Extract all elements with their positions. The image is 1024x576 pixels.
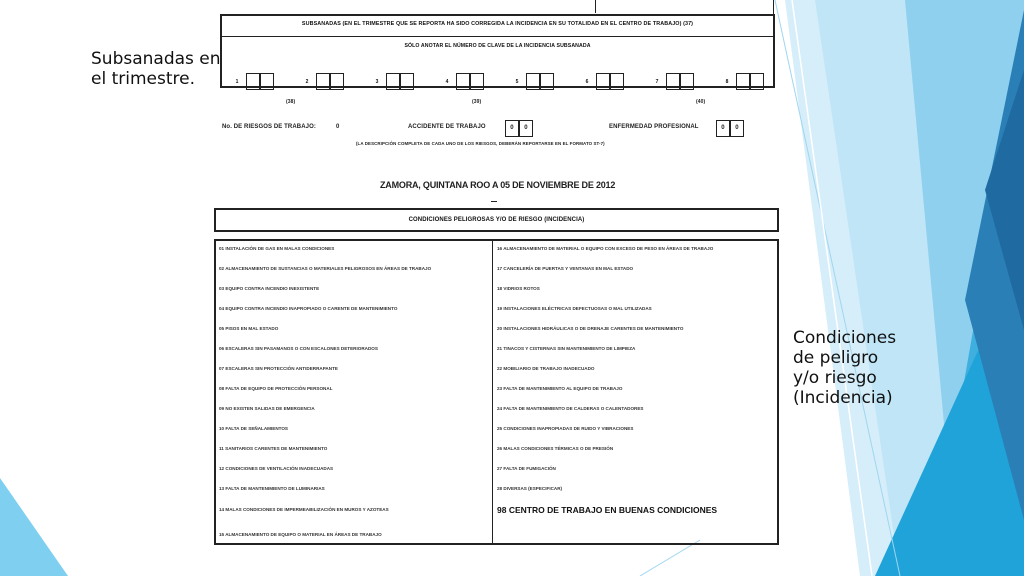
slot-3 <box>368 73 414 90</box>
subsanadas-header: SUBSANADAS (EN EL TRIMESTRE QUE SE REPORTA HA SIDO CORREGIDA LA INCIDENCIA EN SU TOTALIDAD EN EL CENTRO DE TRABAJO) (37) <box>301 21 694 27</box>
condition-item: 26 MALAS CONDICIONES TÉRMICAS O DE PRESIÓN <box>497 446 614 451</box>
slot-number: 6 <box>585 78 589 85</box>
condition-item: 08 FALTA DE EQUIPO DE PROTECCIÓN PERSONAL <box>219 386 333 391</box>
condition-item: 03 EQUIPO CONTRA INCENDIO INEXISTENTE <box>219 286 320 291</box>
small-dash <box>491 201 497 202</box>
condition-item: 17 CANCELERÍA DE PUERTAS Y VENTANAS EN MAL ESTADO <box>497 266 634 271</box>
accidente-digit[interactable]: 0 <box>519 120 533 137</box>
slot-box[interactable] <box>400 73 414 90</box>
accidente-boxes <box>505 120 533 138</box>
subsanadas-subheader: SÓLO ANOTAR EL NÚMERO DE CLAVE DE LA INCIDENCIA SUBSANADA <box>404 43 591 49</box>
condition-item: 18 VIDRIOS ROTOS <box>497 286 540 291</box>
slot-box[interactable] <box>526 73 540 90</box>
slot-box[interactable] <box>666 73 680 90</box>
slot-box[interactable] <box>246 73 260 90</box>
condition-item: 05 PISOS EN MAL ESTADO <box>219 326 279 331</box>
condition-item: 27 FALTA DE FUMIGACIÓN <box>497 466 556 471</box>
riesgos-note: (LA DESCRIPCIÓN COMPLETA DE CADA UNO DE LOS RIESGOS, DEBERÁN REPORTARSE EN EL FORMATO ST-7) <box>356 141 605 146</box>
condition-item: 06 ESCALERAS SIN PASAMANOS O CON ESCALONES DETERIORADOS <box>219 346 378 351</box>
subsanadas-box <box>220 14 775 88</box>
condition-item: 11 SANITARIOS CARENTES DE MANTENIMIENTO <box>219 446 328 451</box>
condition-item: 19 INSTALACIONES ELÉCTRICAS DEFECTUOSAS O MAL UTILIZADAS <box>497 306 652 311</box>
field-number-38: (38) <box>286 99 296 105</box>
condition-item: 28 DIVERSAS (ESPECIFICAR) <box>497 486 563 491</box>
left-accent-shape <box>0 478 68 576</box>
condition-item-highlight: 98 CENTRO DE TRABAJO EN BUENAS CONDICIONES <box>497 505 718 515</box>
condition-item: 23 FALTA DE MANTENIMIENTO AL EQUIPO DE TRABAJO <box>497 386 623 391</box>
slot-number: 2 <box>305 78 309 85</box>
slot-box[interactable] <box>260 73 274 90</box>
condition-item: 14 MALAS CONDICIONES DE IMPERMEABILIZACIÓN EN MUROS Y AZOTEAS <box>219 507 389 512</box>
slot-box[interactable] <box>540 73 554 90</box>
note-subsanadas-line2: el trimestre. <box>91 69 195 89</box>
enfermedad-label: ENFERMEDAD PROFESIONAL <box>609 124 699 130</box>
slot-number: 8 <box>725 78 729 85</box>
conditions-column-divider <box>492 241 493 543</box>
note-condiciones-line1: Condiciones <box>793 328 897 348</box>
condition-item: 04 EQUIPO CONTRA INCENDIO INAPROPIADO O CARENTE DE MANTENIMIENTO <box>219 306 398 311</box>
condition-item: 15 ALMACENAMIENTO DE EQUIPO O MATERIAL EN ÁREAS DE TRABAJO <box>219 532 382 537</box>
note-condiciones-line3: y/o riesgo <box>793 368 877 388</box>
deco-line-3 <box>640 540 700 576</box>
accidente-label: ACCIDENTE DE TRABAJO <box>408 124 486 130</box>
subsanadas-divider <box>222 36 773 37</box>
enfermedad-boxes <box>716 120 744 138</box>
note-subsanadas-line1: Subsanadas en <box>91 49 221 69</box>
conditions-right-column <box>494 241 768 543</box>
note-condiciones-line2: de peligro <box>793 348 879 368</box>
slot-box[interactable] <box>456 73 470 90</box>
condition-item: 21 TINACOS Y CISTERNAS SIN MANTENIMIENTO DE LIMPIEZA <box>497 346 636 351</box>
field-number-40: (40) <box>696 99 706 105</box>
condition-item: 02 ALMACENAMIENTO DE SUSTANCIAS O MATERIALES PELIGROSOS EN ÁREAS DE TRABAJO <box>219 266 432 271</box>
slot-box[interactable] <box>330 73 344 90</box>
slot-box[interactable] <box>596 73 610 90</box>
slot-number: 1 <box>235 78 239 85</box>
slot-number: 3 <box>375 78 379 85</box>
conditions-left-column <box>216 241 490 543</box>
slot-7 <box>648 73 694 90</box>
slot-box[interactable] <box>736 73 750 90</box>
enfermedad-digit[interactable]: 0 <box>730 120 744 137</box>
slot-number: 5 <box>515 78 519 85</box>
enfermedad-digit[interactable]: 0 <box>716 120 730 137</box>
condition-item: 12 CONDICIONES DE VENTILACIÓN INADECUADAS <box>219 466 334 471</box>
condition-item: 16 ALMACENAMIENTO DE MATERIAL O EQUIPO CON EXCESO DE PESO EN ÁREAS DE TRABAJO <box>497 246 714 251</box>
condition-item: 25 CONDICIONES INAPROPIADAS DE RUIDO Y VIBRACIONES <box>497 426 634 431</box>
field-number-39: (39) <box>472 99 482 105</box>
condition-item: 10 FALTA DE SEÑALAMIENTOS <box>219 426 288 431</box>
accidente-digit[interactable]: 0 <box>505 120 519 137</box>
condition-item: 07 ESCALERAS SIN PROTECCIÓN ANTIDERRAPANTE <box>219 366 338 371</box>
slot-8 <box>718 73 764 90</box>
slot-5 <box>508 73 554 90</box>
conditions-title: CONDICIONES PELIGROSAS Y/O DE RIESGO (INCIDENCIA) <box>408 217 585 223</box>
slot-4 <box>438 73 484 90</box>
slot-number: 4 <box>445 78 449 85</box>
condition-item: 20 INSTALACIONES HIDRÁULICAS O DE DRENAJE CARENTES DE MANTENIMIENTO <box>497 326 684 331</box>
place-date: ZAMORA, QUINTANA ROO A 05 DE NOVIEMBRE DE 2012 <box>380 180 616 190</box>
slot-box[interactable] <box>316 73 330 90</box>
top-right-tick <box>773 0 774 14</box>
slot-box[interactable] <box>750 73 764 90</box>
condition-item: 01 INSTALACIÓN DE GAS EN MALAS CONDICIONES <box>219 246 335 251</box>
note-condiciones <box>793 328 896 408</box>
condition-item: 13 FALTA DE MANTENIMIENTO DE LUMINARIAS <box>219 486 325 491</box>
slot-1 <box>228 73 274 90</box>
slot-box[interactable] <box>470 73 484 90</box>
condition-item: 09 NO EXISTEN SALIDAS DE EMERGENCIA <box>219 406 315 411</box>
riesgos-value: 0 <box>336 124 340 130</box>
conditions-table <box>214 239 779 545</box>
slot-6 <box>578 73 624 90</box>
slot-box[interactable] <box>386 73 400 90</box>
condition-item: 22 MOBILIARIO DE TRABAJO INADECUADO <box>497 366 595 371</box>
slot-2 <box>298 73 344 90</box>
riesgos-label: No. DE RIESGOS DE TRABAJO: <box>222 124 316 130</box>
note-condiciones-line4: (Incidencia) <box>793 388 893 408</box>
slot-box[interactable] <box>680 73 694 90</box>
top-tick <box>595 0 596 13</box>
slot-box[interactable] <box>610 73 624 90</box>
condition-item: 24 FALTA DE MANTENIMIENTO DE CALDERAS O CALENTADORES <box>497 406 644 411</box>
slot-number: 7 <box>655 78 659 85</box>
conditions-title-box <box>214 208 779 232</box>
note-subsanadas <box>91 49 221 89</box>
